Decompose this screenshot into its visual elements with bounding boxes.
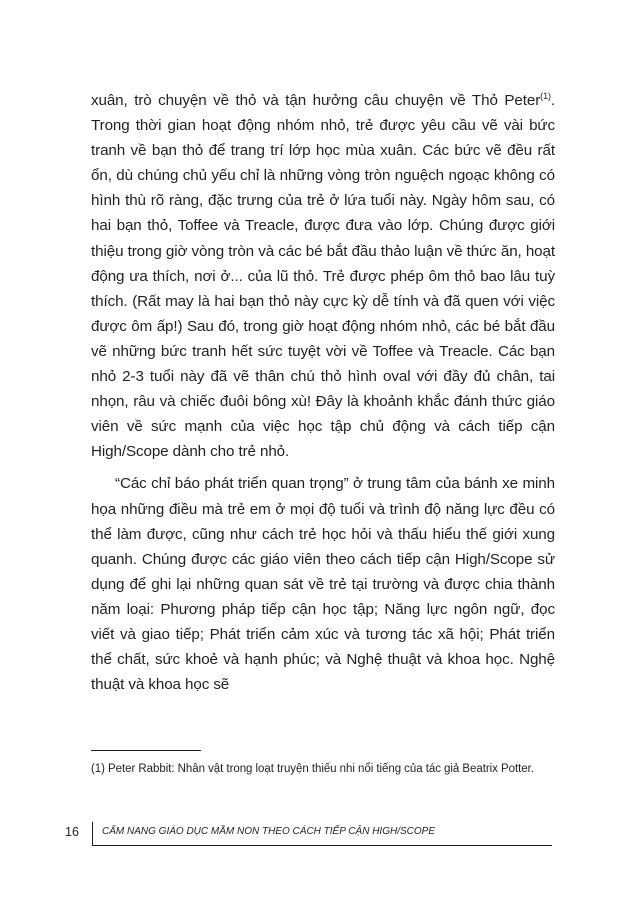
paragraph-1-start: xuân, trò chuyện về thỏ và tận hưởng câu chuyện về Thỏ Peter [91, 92, 541, 109]
footnote-separator [91, 750, 201, 751]
footnote-text: (1) Peter Rabbit: Nhân vật trong loạt truyện thiếu nhi nổi tiếng của tác giả Beatrix Potter. [91, 763, 534, 775]
footer-rule [92, 845, 552, 846]
footnote-reference: (1) [540, 91, 551, 101]
body-text [91, 88, 555, 697]
page-number-divider [92, 822, 93, 845]
paragraph-2: “Các chỉ báo phát triển quan trọng” ở trung tâm của bánh xe minh họa những điều mà trẻ em ở mọi độ tuổi và trình độ năng lực đều có thể làm được, cũng như cách trẻ học hỏi và thấu hiểu thế giới xung quanh. Chúng được các giáo viên theo cách tiếp cận High/Scope sử dụng để ghi lại những quan sát về trẻ tại trường và được chia thành năm loại: Phương pháp tiếp cận học tập; Năng lực ngôn ngữ, đọc viết và giao tiếp; Phát triển cảm xúc và tương tác xã hội; Phát triển thể chất, sức khoẻ và hạnh phúc; và Nghệ thuật và khoa học. Nghệ thuật và khoa học sẽ [91, 475, 555, 694]
running-footer-title: CẨM NANG GIÁO DỤC MẦM NON THEO CÁCH TIẾP CẬN HIGH/SCOPE [102, 826, 435, 837]
page-number: 16 [65, 825, 79, 839]
paragraph-1-rest: . Trong thời gian hoạt động nhóm nhỏ, trẻ được yêu cầu vẽ vài bức tranh về bạn thỏ để trang trí lớp học mùa xuân. Các bức vẽ đều rất ổn, dù chúng chủ yếu chỉ là những vòng tròn nguệch ngoạc không có hình thù rõ ràng, đặc trưng của trẻ ở lứa tuổi này. Ngày hôm sau, có hai bạn thỏ, Toffee và Treacle, được đưa vào lớp. Chúng được giới thiệu trong giờ vòng tròn và các bé bắt đầu thảo luận về thức ăn, hoạt động ưa thích, nơi ở... của lũ thỏ. Trẻ được phép ôm thỏ bao lâu tuỳ thích. (Rất may là hai bạn thỏ này cực kỳ dễ tính và đã quen với việc được ôm ấp!) Sau đó, trong giờ hoạt động nhóm nhỏ, các bé bắt đầu vẽ những bức tranh hết sức tuyệt vời về Toffee và Treacle. Các bạn nhỏ 2-3 tuổi này đã vẽ thân chú thỏ hình oval với đầy đủ chân, tai nhọn, râu và chiếc đuôi bông xù! Đây là khoảnh khắc đánh thức giáo viên về sức mạnh của việc học tập chủ động và cách tiếp cận High/Scope dành cho trẻ nhỏ. [91, 92, 555, 461]
paragraph-1 [91, 88, 555, 464]
